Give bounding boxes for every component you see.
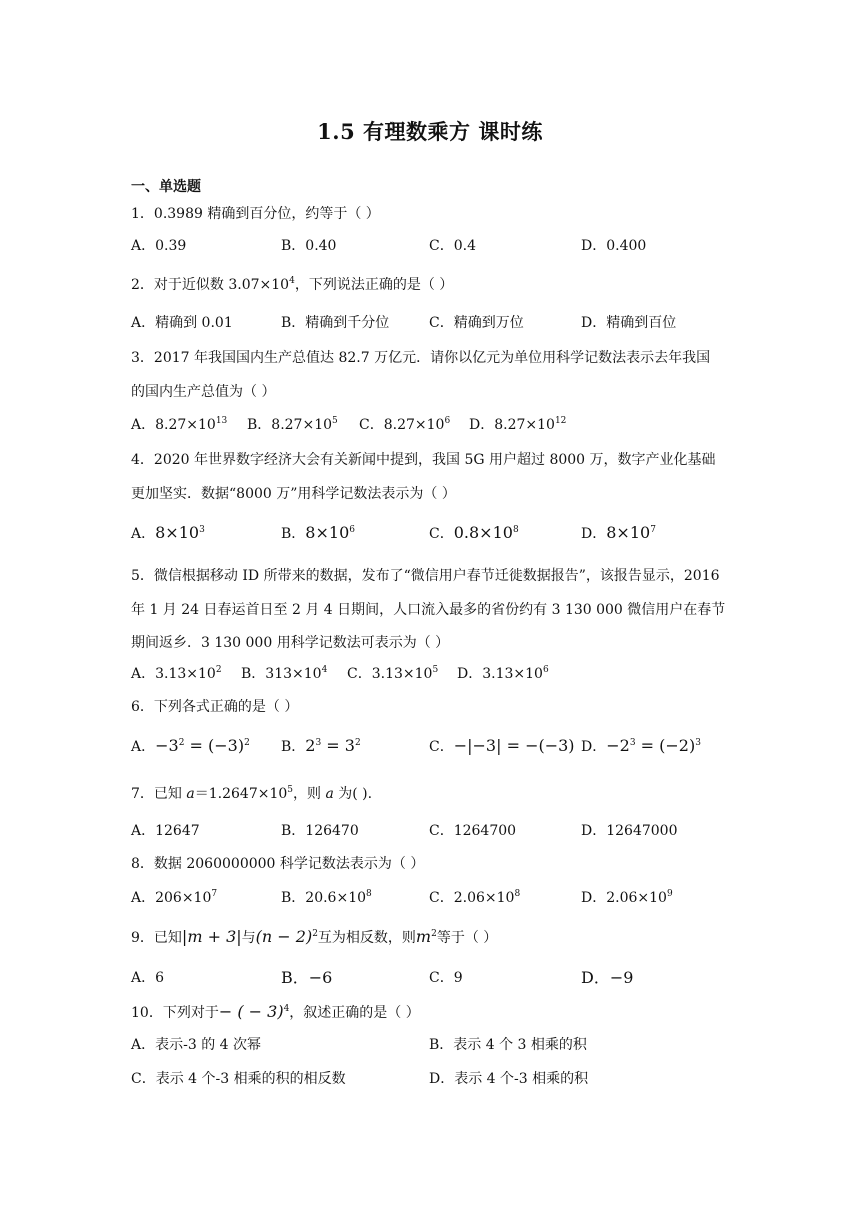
- option-c: C．$0.8\times 10^8$: [429, 523, 519, 542]
- question-10-options-row1: [131, 1033, 731, 1057]
- option-b: B．$8\times 10^6$: [281, 523, 355, 542]
- option-a: A．0.39: [131, 238, 187, 254]
- option-c: C．$2.06\times 10^8$: [429, 889, 521, 906]
- option-d: D．−9: [581, 968, 634, 987]
- option-c: C．−|−3| = −(−3): [429, 736, 575, 755]
- question-1-stem: 1．0.3989 精确到百分位，约等于（ ）: [131, 206, 380, 222]
- option-a: A．$8.27\times 10^{13}$: [131, 416, 228, 433]
- option-c: C．0.4: [429, 238, 476, 254]
- question-9-options: [131, 966, 731, 990]
- option-b: B．精确到千分位: [281, 315, 390, 331]
- question-5-options: [131, 662, 731, 686]
- option-d: D．$8\times 10^7$: [581, 523, 656, 542]
- option-d: D．$-2^3 = (-2)^3$: [581, 736, 701, 755]
- option-a: A．$-3^2 = (-3)^2$: [131, 736, 250, 755]
- question-2-stem: 2．对于近似数 $3.07\times 10^4$，下列说法正确的是（ ）: [131, 276, 454, 293]
- question-7-stem: 7．已知 $a=1.2647\times 10^5$，则 a 为( ).: [131, 785, 373, 802]
- option-b: B．$313\times 10^4$: [241, 665, 328, 682]
- option-a: A．$8\times 10^3$: [131, 523, 205, 542]
- question-8-stem: 8．数据 2060000000 科学记数法表示为（ ）: [131, 856, 425, 872]
- question-5-stem-line3: 期间返乡．3 130 000 用科学记数法可表示为（ ）: [131, 635, 450, 651]
- question-8-options: [131, 886, 731, 910]
- question-3-stem-line2: 的国内生产总值为（ ）: [131, 384, 276, 400]
- option-b: B．126470: [281, 823, 359, 839]
- question-7-options: [131, 819, 731, 843]
- option-d: D．$2.06\times 10^9$: [581, 889, 673, 906]
- question-3-stem-line1: 3．2017 年我国国内生产总值达 82.7 万亿元．请你以亿元为单位用科学记数法表示去年我国: [131, 350, 711, 366]
- option-c: C．精确到万位: [429, 315, 524, 331]
- option-a: A．表示-3 的 4 次幂: [131, 1037, 262, 1053]
- option-b: B．0.40: [281, 238, 337, 254]
- question-4-stem-line2: 更加坚实．数据“8000 万”用科学记数法表示为（ ）: [131, 486, 456, 502]
- option-b: B．表示 4 个 3 相乘的积: [429, 1037, 587, 1053]
- option-c: C．$3.13\times 10^5$: [347, 665, 439, 682]
- option-d: D．0.400: [581, 238, 647, 254]
- option-a: A．6: [131, 970, 165, 986]
- question-6-stem: 6．下列各式正确的是（ ）: [131, 699, 299, 715]
- question-4-stem-line1: 4．2020 年世界数字经济大会有关新闻中提到，我国 5G 用户超过 8000 万，数字产业化基础: [131, 452, 716, 468]
- question-10-stem: 10．下列对于− ( − 3)$^4$，叙述正确的是（ ）: [131, 1002, 420, 1021]
- document-title: 1.5 有理数乘方 课时练: [317, 119, 543, 144]
- question-5-stem-line2: 年 1 月 24 日春运首日至 2 月 4 日期间，人口流入最多的省份约有 3 130 000 微信用户在春节: [131, 602, 726, 618]
- option-a: A．$3.13\times 10^2$: [131, 665, 222, 682]
- option-b: B．$2^3 = 3^2$: [281, 736, 361, 755]
- question-3-options: [131, 413, 731, 437]
- question-10-options-row2: [131, 1067, 731, 1091]
- option-d: D．表示 4 个-3 相乘的积: [429, 1071, 589, 1087]
- question-1-options: [131, 234, 731, 258]
- option-a: A．12647: [131, 823, 200, 839]
- option-c: C．1264700: [429, 823, 517, 839]
- question-9-stem: 9．已知|m + 3|与$(n - 2)^2$互为相反数，则$m^2$等于（ ）: [131, 927, 498, 946]
- section-heading: 一、单选题: [131, 179, 201, 195]
- option-d: D．$3.13\times 10^6$: [457, 665, 549, 682]
- option-b: B．−6: [281, 968, 333, 987]
- question-5-stem-line1: 5．微信根据移动 ID 所带来的数据，发布了“微信用户春节迁徙数据报告”，该报告显示，2016: [131, 568, 720, 584]
- option-a: A．$206\times 10^7$: [131, 889, 218, 906]
- option-d: D．$8.27\times 10^{12}$: [469, 416, 567, 433]
- option-b: B．$8.27\times 10^5$: [247, 416, 338, 433]
- option-c: C．表示 4 个-3 相乘的积的相反数: [131, 1071, 346, 1087]
- option-c: C．9: [429, 970, 463, 986]
- option-a: A．精确到 0.01: [131, 315, 233, 331]
- option-b: B．$20.6\times 10^8$: [281, 889, 372, 906]
- question-6-options: [131, 734, 731, 758]
- question-2-options: [131, 311, 731, 335]
- option-c: C．$8.27\times 10^6$: [359, 416, 451, 433]
- option-d: D．精确到百位: [581, 315, 677, 331]
- question-4-options: [131, 521, 731, 545]
- option-d: D．12647000: [581, 823, 678, 839]
